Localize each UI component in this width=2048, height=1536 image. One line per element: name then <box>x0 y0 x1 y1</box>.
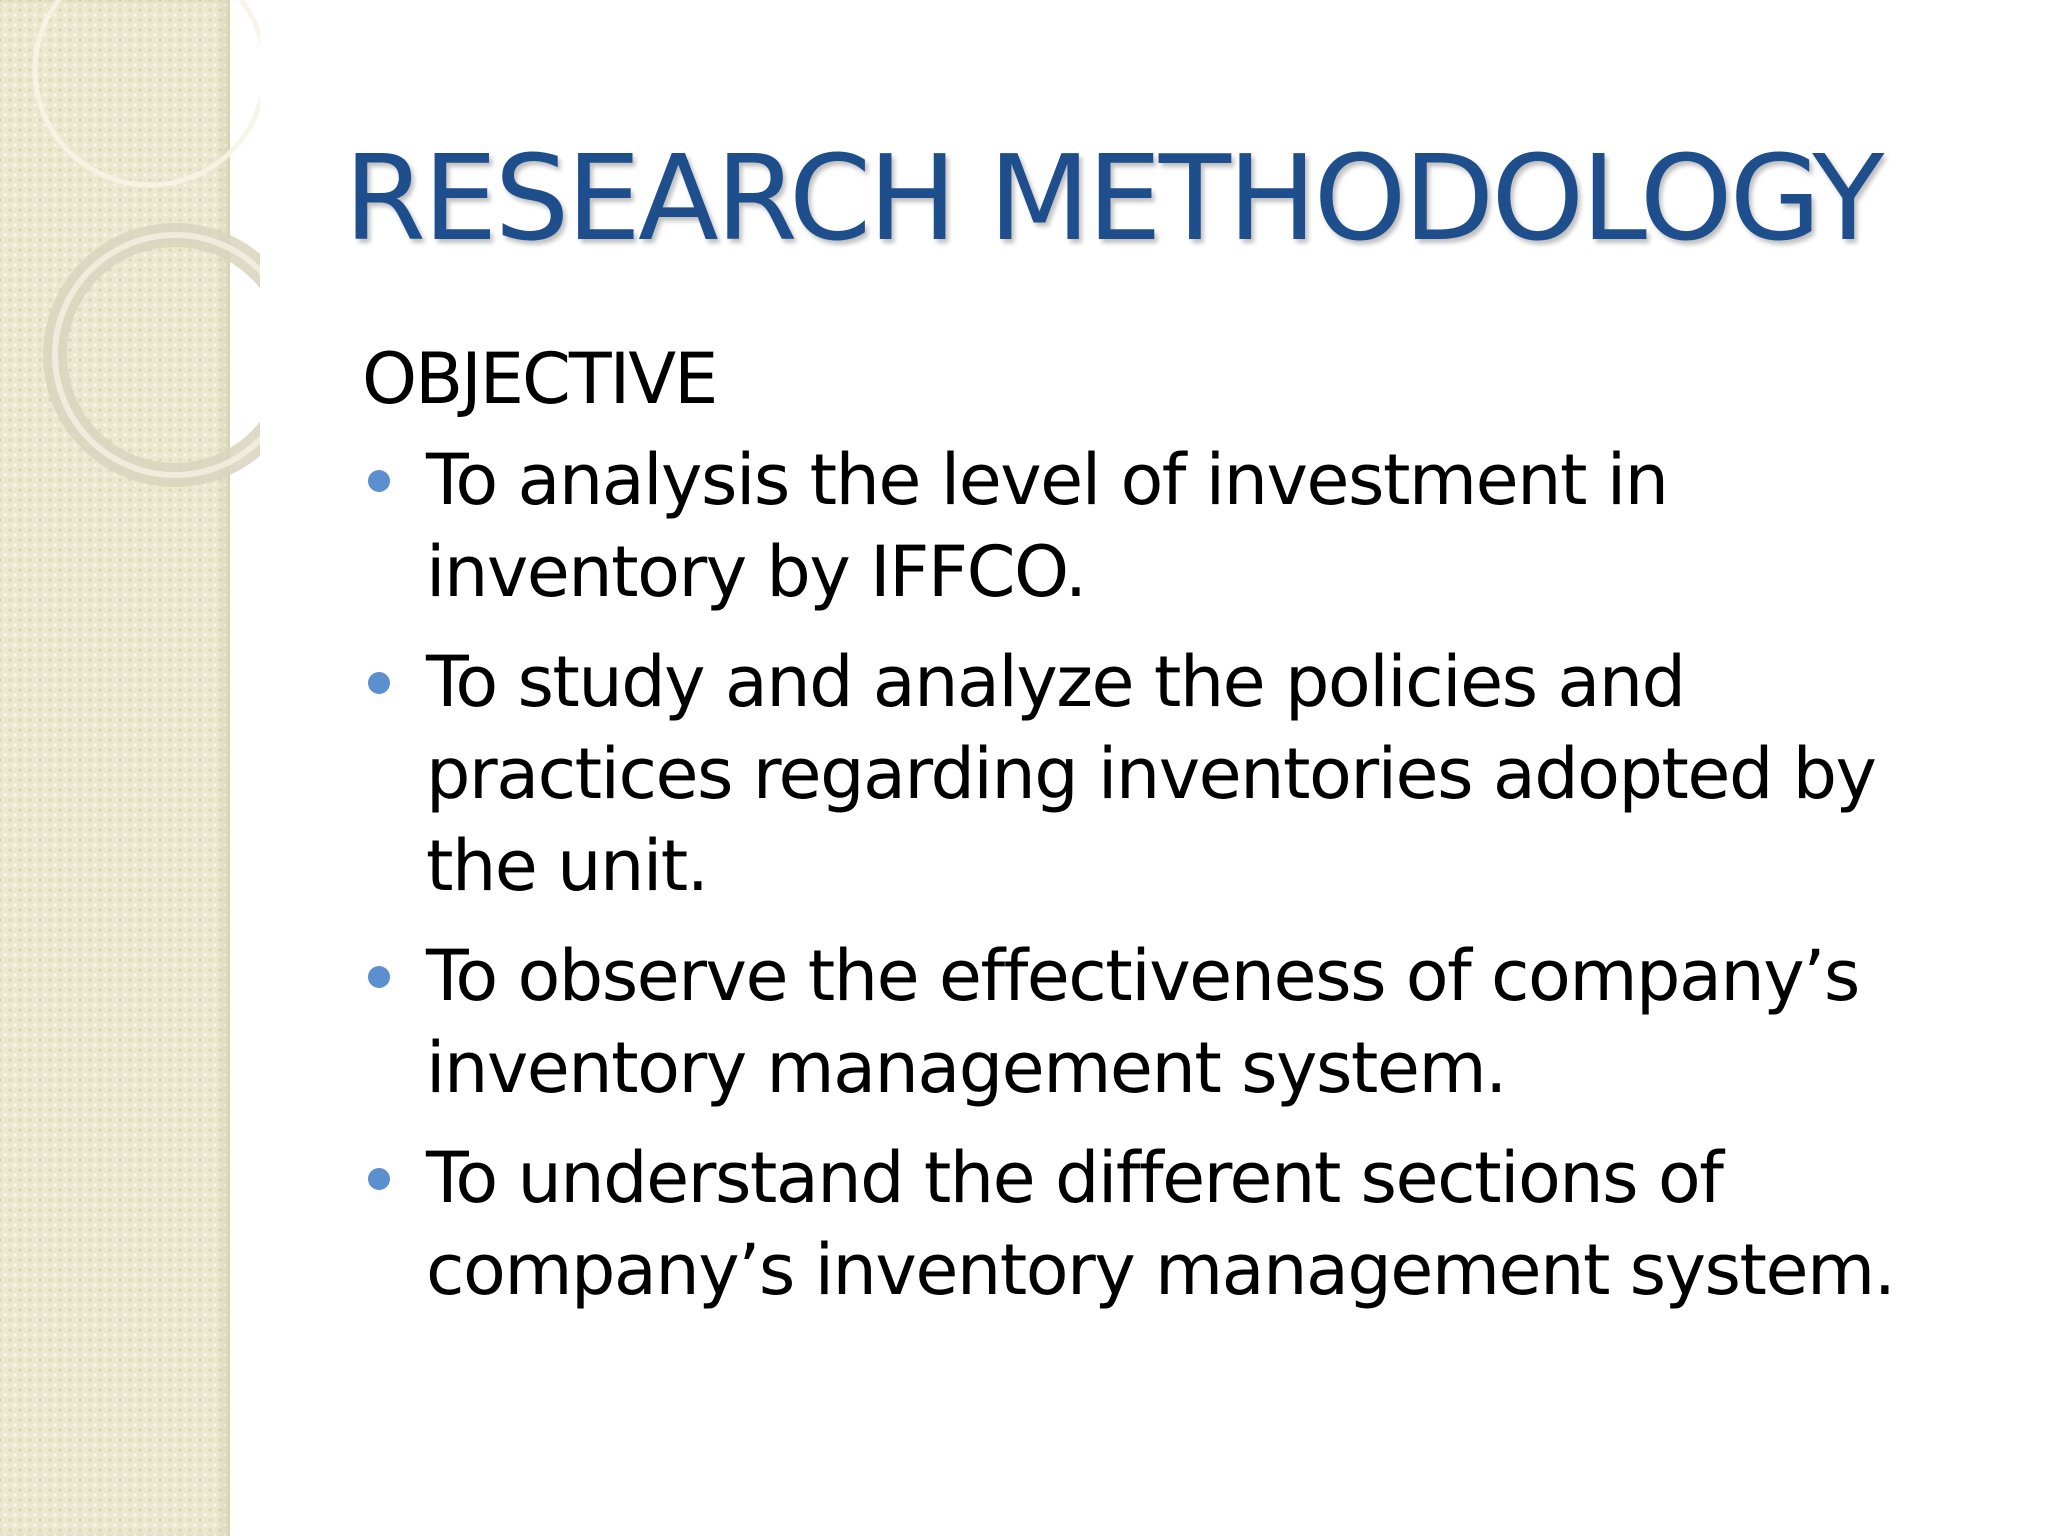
section-heading: OBJECTIVE <box>362 338 717 420</box>
list-item-text: To understand the different sections of company’s inventory management system. <box>426 1137 1895 1311</box>
list-item <box>362 636 1962 912</box>
list-item-text: To study and analyze the policies and practices regarding inventories adopted by the unit. <box>426 641 1876 907</box>
decorative-rings <box>0 0 260 520</box>
list-item-text: To analysis the level of investment in inventory by IFFCO. <box>426 439 1668 613</box>
bullet-dot-icon <box>368 1168 390 1190</box>
bullet-dot-icon <box>368 470 390 492</box>
slide-content <box>362 330 1962 1334</box>
objective-list <box>362 434 1962 1316</box>
list-item-text: To observe the effectiveness of company’s inventory management system. <box>426 935 1859 1109</box>
list-item <box>362 930 1962 1114</box>
list-item <box>362 1132 1962 1316</box>
list-item <box>362 434 1962 618</box>
slide-title: RESEARCH METHODOLOGY <box>344 129 1882 267</box>
bullet-dot-icon <box>368 966 390 988</box>
bullet-dot-icon <box>368 672 390 694</box>
